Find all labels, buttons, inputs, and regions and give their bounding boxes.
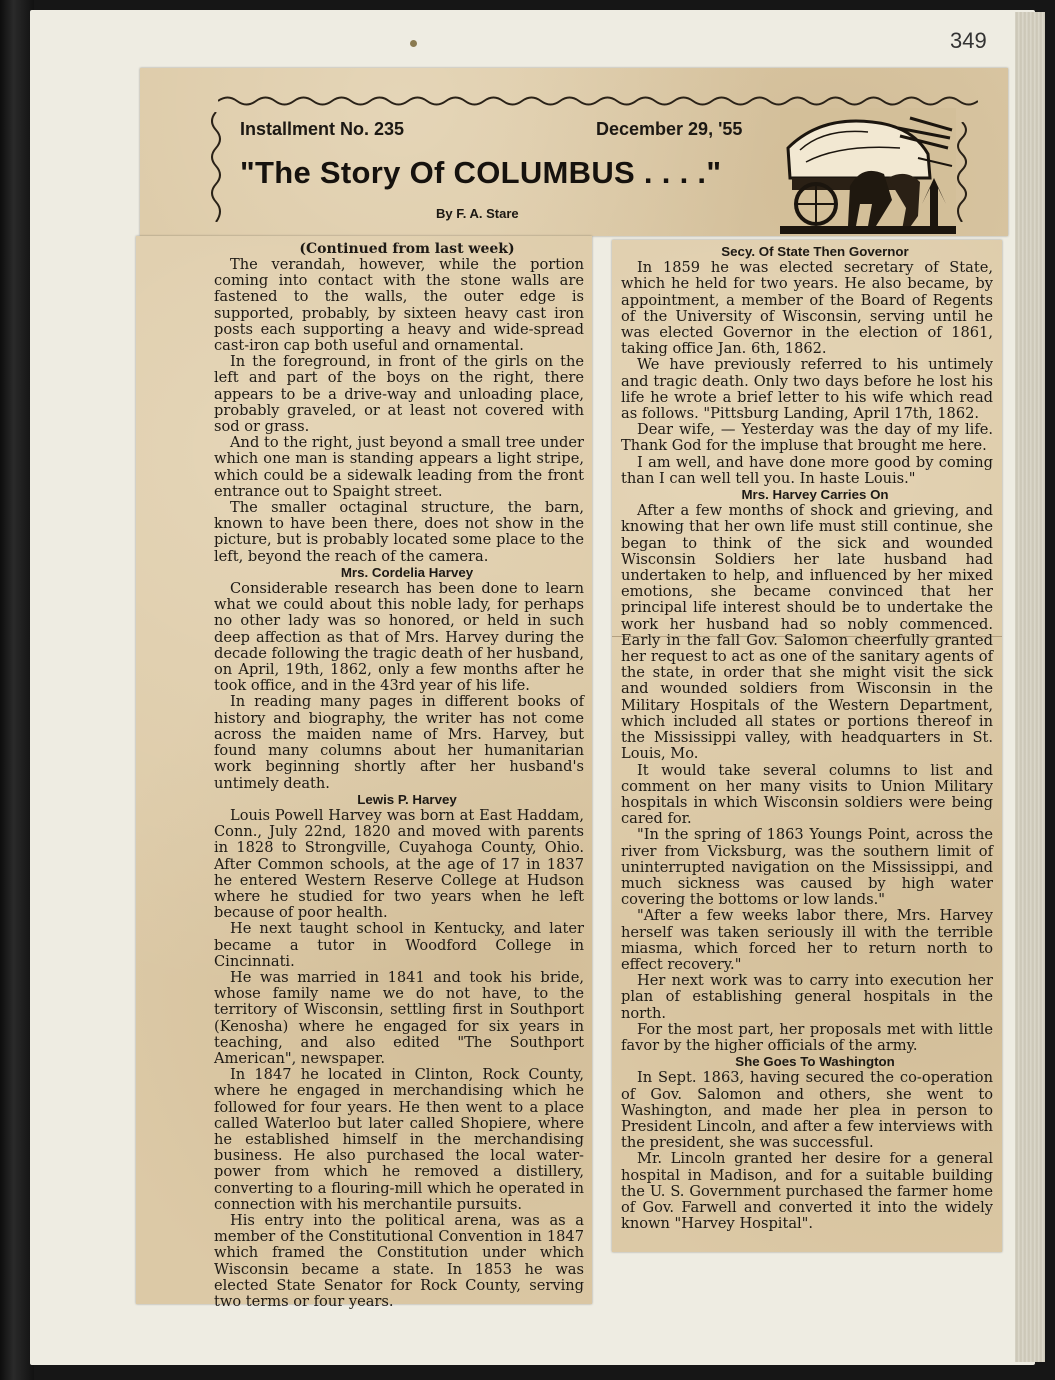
pin-mark — [410, 40, 417, 47]
paragraph: His entry into the political arena, was as a member of the Constitutional Convention in 1847 which framed the Constitution under which Wisconsin became a state. In 1853 he was elected State Senator for Rock County, serving two terms or four years. — [214, 1211, 584, 1310]
page-number: 349 — [950, 28, 987, 53]
wavy-bracket-left — [206, 112, 222, 222]
paragraph: Considerable research has been done to learn what we could about this noble lady, for perhaps no other lady was so honored, or held in such deep affection as that of Mrs. Harvey during the decade following the tragic death of her husband, on April, 19th, 1862, only a few months after he took office, and in the 43rd year of his life. — [214, 580, 584, 695]
issue-date: December 29, '55 — [596, 119, 743, 139]
paragraph: He was married in 1841 and took his bride, whose family name we do not have, to the territory of Wisconsin, settling first in Southport (Kenosha) where he engaged for six years in teaching, and also edited "The Southport American", newspaper. — [214, 968, 584, 1067]
headline: "The Story Of COLUMBUS . . . ." — [240, 155, 722, 190]
paragraph: The smaller octaginal structure, the barn, known to have been there, does not show in the picture, but is probably located some place to the left, beyond the reach of the camera. — [214, 499, 584, 565]
paragraph: In Sept. 1863, having secured the co-operation of Gov. Salomon and others, she went to Washington, and made her plea in person to President Lincoln, and after a few interviews with the president, she was successful. — [621, 1069, 993, 1152]
paragraph: After a few months of shock and grieving, and knowing that her own life must still continue, she began to think of the sick and wounded Wisconsin Soldiers her late husband had undertaken to help, and influenced by her mixed emotions, she became convinced that her principal life interest should be to undertake the work her husband had so nobly commenced. Early in the fall Gov. Salomon cheerfully granted her request to act as one of the sanitary agents of the state, in order that she might visit the sick and wounded soldiers from Wisconsin in the Military Hospitals of the Western Department, which included all states or portions thereof in the Mississippi valley, with headquarters in St. Louis, Mo. — [621, 502, 993, 763]
subheading: She Goes To Washington — [735, 1054, 895, 1070]
paragraph: He next taught school in Kentucky, and later became a tutor in Woodford College in Cincinnati. — [214, 920, 584, 970]
byline: By F. A. Stare — [436, 206, 519, 221]
paragraph: Her next work was to carry into execution her plan of establishing general hospitals in the north. — [621, 972, 993, 1022]
paragraph: Louis Powell Harvey was born at East Haddam, Conn., July 22nd, 1820 and moved with parents in 1828 to Strongville, Cuyahoga County, Ohio. After Common schools, at the age of 17 in 1837 he entered Western Reserve College at Hudson where he studied for two years when he left because of poor health. — [214, 806, 584, 922]
paragraph: In the foreground, in front of the girls on the left and part of the boys on the right, there appears to be a drive-way and unloading place, probably graveled, or at least not covered with sod or grass. — [214, 353, 584, 436]
article-right-column — [621, 244, 993, 1232]
wavy-bracket-right — [956, 122, 972, 222]
subheading: Lewis P. Harvey — [357, 791, 457, 807]
installment-number: Installment No. 235 — [240, 119, 405, 139]
paragraph: Mr. Lincoln granted her desire for a general hospital in Madison, and for a suitable building the U. S. Government purchased the farmer home of Gov. Farwell and converted it into the widely known "Harvey Hospital". — [621, 1150, 993, 1233]
wavy-rule-ornament — [218, 94, 978, 108]
album-binding — [0, 0, 34, 1380]
subheading: Secy. Of State Then Governor — [721, 244, 909, 259]
ox-cart-pioneer-illustration — [780, 108, 956, 234]
paragraph: In reading many pages in different books of history and biography, the writer has not come across the maiden name of Mrs. Harvey, but found many columns about her humanitarian work beginning shortly after her husband's untimely death. — [214, 693, 584, 792]
paragraph: The verandah, however, while the portion coming into contact with the stone walls are fastened to the walls, the outer edge is supported, probably, by sixteen heavy cast iron posts each supporting a heavy and wide-spread cast-iron cap both useful and ornamental. — [214, 256, 584, 355]
paragraph: In 1859 he was elected secretary of State, which he held for two years. He also became, by appointment, a member of the Board of Regents of the University of Wisconsin, serving until he was elected Governor in the election of 1861, taking office Jan. 6th, 1862. — [621, 259, 993, 358]
paragraph: I am well, and have done more good by coming than I can well tell you. In haste Louis." — [621, 453, 993, 487]
paragraph: It would take several columns to list and comment on her many visits to Union Military hospitals in which Wisconsin soldiers were being cared for. — [621, 761, 993, 828]
paragraph: And to the right, just beyond a small tree under which one man is standing appears a light stripe, which could be a sidewalk leading from the front entrance out to Spaight street. — [214, 434, 584, 500]
paragraph: Dear wife, — Yesterday was the day of my life. Thank God for the impluse that brought me here. — [621, 421, 993, 455]
subheading: Mrs. Harvey Carries On — [741, 487, 889, 503]
paragraph: "In the spring of 1863 Youngs Point, across the river from Vicksburg, was the southern limit of uninterrupted navigation on the Mississippi, and much sickness was caused by high water covering the bottoms or low lands." — [621, 826, 993, 909]
paragraph: For the most part, her proposals met with little favor by the higher officials of the army. — [621, 1020, 993, 1054]
paragraph: In 1847 he located in Clinton, Rock County, where he engaged in merchandising which he followed for four years. He then went to a place called Waterloo but later called Shopiere, where he established himself in the merchandising business. He also purchased the local water-power from which he removed a distillery, converting to a flouring-mill which he operated in connection with his merchantile pursuits. — [214, 1066, 584, 1213]
subheading: Mrs. Cordelia Harvey — [340, 564, 474, 580]
article-left-column — [214, 241, 584, 1310]
paragraph: "After a few weeks labor there, Mrs. Harvey herself was taken seriously ill with the terrible miasma, which forced her to return north to effect recovery." — [621, 907, 993, 973]
paragraph: We have previously referred to his untimely and tragic death. Only two days before he lost his life he wrote a brief letter to his wife which read as follows. "Pittsburg Landing, April 17th, 1862. — [621, 356, 993, 423]
page-stack-edges — [1015, 12, 1045, 1362]
continued-note: (Continued from last week) — [299, 241, 515, 257]
